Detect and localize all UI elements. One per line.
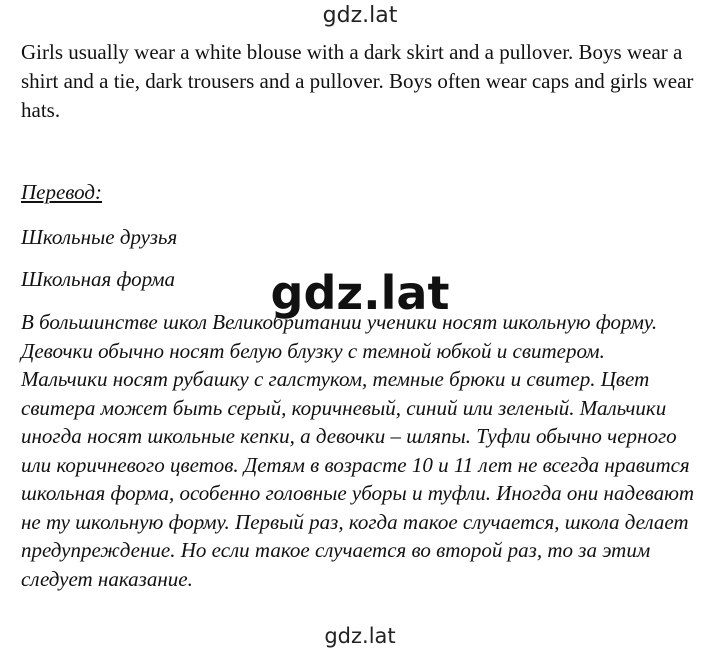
translation-heading: Перевод: — [21, 180, 102, 204]
translation-line: не ту школьную форму. Первый раз, когда такое случается, школа делает — [21, 509, 689, 534]
watermark-top: gdz.lat — [322, 3, 398, 28]
translation-line: Мальчики носят рубашку с галстуком, темные брюки и свитер. Цвет — [21, 367, 650, 391]
translation-line: или коричневого цветов. Детям в возрасте 10 и 11 лет не всегда нравится — [21, 452, 690, 477]
translation-line: В большинстве школ Великобритании ученики носят школьную форму. — [21, 310, 658, 334]
translation-line: предупреждение. Но если такое случается во второй раз, то за этим — [21, 538, 651, 562]
watermark-bottom: gdz.lat — [324, 624, 396, 648]
translation-subtitle-friends: Школьные друзья — [21, 225, 178, 249]
english-paragraph: Girls usually wear a white blouse with a dark skirt and a pullover. Boys wear a shirt and a tie, dark trousers and a pullover. Boys often wear caps and girls wear hats. — [21, 40, 694, 122]
translation-line: свитера может быть серый, коричневый, синий или зеленый. Мальчики — [21, 395, 667, 420]
translation-paragraph — [21, 308, 694, 593]
translation-line: Девочки обычно носят белую блузку с темной юбкой и свитером. — [21, 338, 605, 363]
translation-line: следует наказание. — [21, 566, 193, 591]
translation-line: школьная форма, особенно головные уборы и туфли. Иногда они надевают — [21, 481, 695, 505]
translation-subtitle-uniform: Школьная форма — [21, 267, 176, 291]
watermark-middle: gdz.lat — [270, 266, 450, 320]
translation-line: иногда носят школьные кепки, а девочки – шляпы. Туфли обычно черного — [21, 424, 677, 448]
